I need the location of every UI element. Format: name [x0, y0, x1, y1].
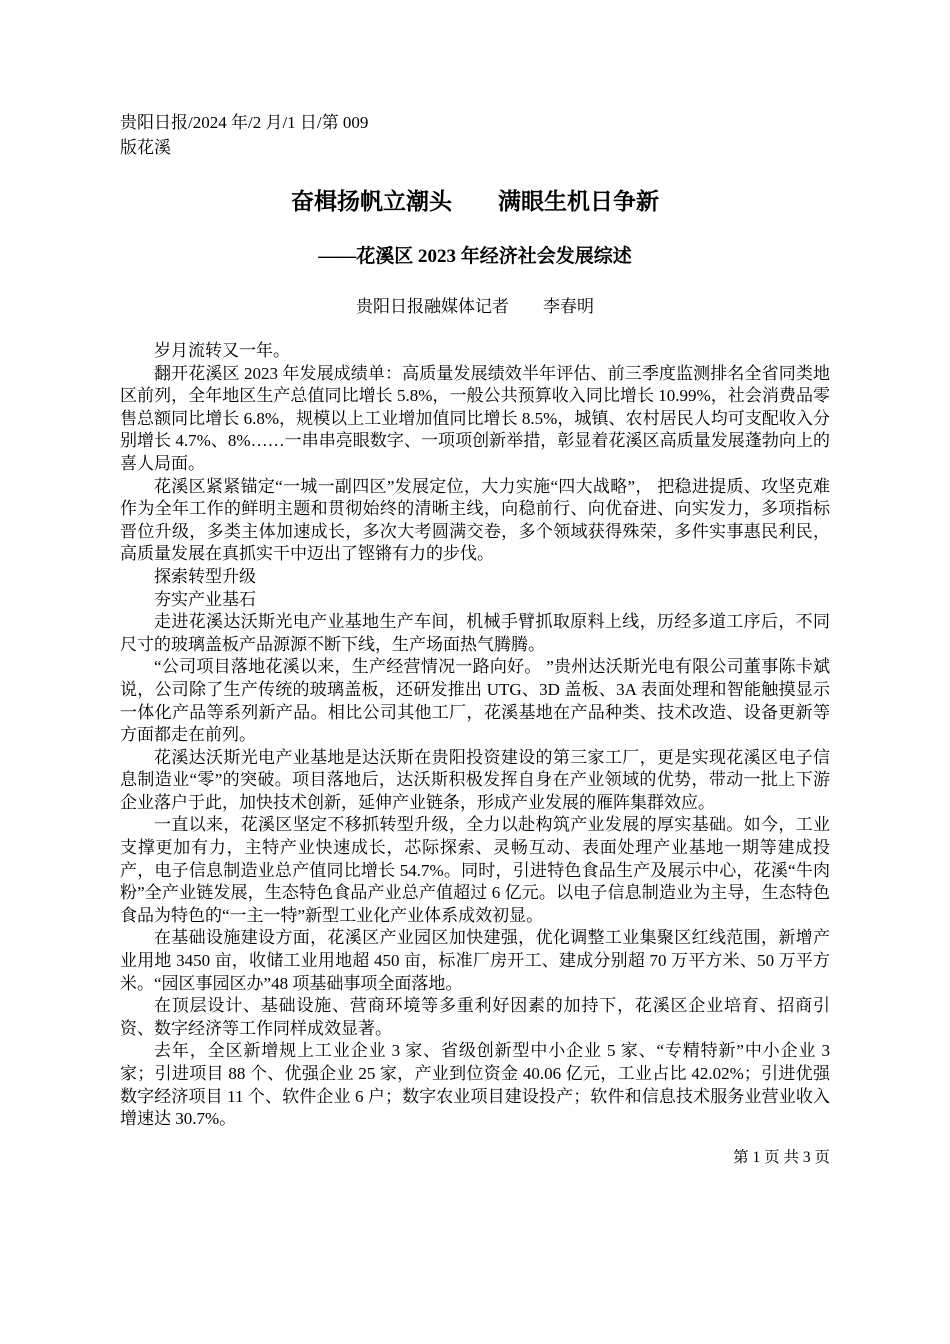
section-heading: 夯实产业基石 — [154, 589, 256, 609]
paragraph: 在顶层设计、基础设施、营商环境等多重利好因素的加持下，花溪区企业培育、招商引资、数字经济等工作同样成效显著。 — [120, 996, 830, 1038]
page-number-indicator: 第 1 页 共 3 页 — [733, 1148, 830, 1166]
section-heading: 探索转型升级 — [154, 566, 256, 586]
paragraph: 去年，全区新增规上工业企业 3 家、省级创新型中小企业 5 家、“专精特新”中小企业 3 家；引进项目 88 个、优强企业 25 家，产业到位资金 40.06 亿元，工业占比 42.02%；引进优强数字经济项目 11 个、软件企业 6 户；数字农业项目建设投产；软件和信息技术服务业营业收入增速达 30.7%。 — [120, 1041, 830, 1129]
paragraph: 岁月流转又一年。 — [154, 341, 290, 360]
publication-info — [120, 110, 830, 160]
paragraph: 翻开花溪区 2023 年发展成绩单：高质量发展绩效半年评估、前三季度监测排名全省同类地区前列，全年地区生产总值同比增长 5.8%，一般公共预算收入同比增长 10.99%，社会消费品零售总额同比增长 6.8%，规模以上工业增加值同比增长 8.5%，城镇、农村居民人均可支配收入分别增长 4.7%、8%……一串串亮眼数字、一项项创新举措，彰显着花溪区高质量发展蓬勃向上的喜人局面。 — [120, 363, 830, 473]
article-body — [120, 340, 830, 1131]
paragraph: “公司项目落地花溪以来，生产经营情况一路向好。 ”贵州达沃斯光电有限公司董事陈卡斌说，公司除了生产传统的玻璃盖板，还研发推出 UTG、3D 盖板、3A 表面处理和智能触摸显示一体化产品等系列新产品。相比公司其他工厂，花溪基地在产品种类、技术改造、设备更新等方面都走在前列。 — [120, 657, 830, 745]
paragraph: 一直以来，花溪区坚定不移抓转型升级，全力以赴构筑产业发展的厚实基础。如今，工业支撑更加有力，主特产业快速成长，芯际探索、灵畅互动、表面处理产业基地一期等建成投产，电子信息制造业总产值同比增长 54.7%。同时，引进特色食品生产及展示中心，花溪“牛肉粉”全产业链发展，生态特色食品产业总产值超过 6 亿元。以电子信息制造业为主导，生态特色食品为特色的“一主一特”新型工业化产业体系成效初显。 — [120, 815, 830, 925]
paragraph: 在基础设施建设方面，花溪区产业园区加快建强，优化调整工业集聚区红线范围，新增产业用地 3450 亩，收储工业用地超 450 亩，标准厂房开工、建成分别超 70 万平方米、50 万平方米。“园区事园区办”48 项基础事项全面落地。 — [120, 928, 830, 993]
paragraph: 花溪达沃斯光电产业基地是达沃斯在贵阳投资建设的第三家工厂，更是实现花溪区电子信息制造业“零”的突破。项目落地后，达沃斯积极发挥自身在产业领域的优势，带动一批上下游企业落户于此，加快技术创新，延伸产业链条，形成产业发展的雁阵集群效应。 — [120, 747, 830, 812]
publication-edition-line: 版花溪 — [120, 138, 171, 157]
article-subtitle: ——花溪区 2023 年经济社会发展综述 — [318, 246, 632, 267]
article-byline: 贵阳日报融媒体记者 李春明 — [356, 297, 594, 316]
article-title: 奋楫扬帆立潮头 满眼生机日争新 — [291, 189, 659, 214]
publication-date-line: 贵阳日报/2024 年/2 月/1 日/第 009 — [120, 113, 369, 132]
paragraph: 花溪区紧紧锚定“一城一副四区”发展定位，大力实施“四大战略”， 把稳进提质、攻坚克难作为全年工作的鲜明主题和贯彻始终的清晰主线，向稳前行、向优奋进、向实发力，多项指标晋位升级，多类主体加速成长，多次大考圆满交卷，多个领域获得殊荣，多件实事惠民利民，高质量发展在真抓实干中迈出了铿锵有力的步伐。 — [120, 476, 830, 564]
paragraph: 走进花溪达沃斯光电产业基地生产车间，机械手臂抓取原料上线，历经多道工序后，不同尺寸的玻璃盖板产品源源不断下线，生产场面热气腾腾。 — [120, 612, 830, 654]
